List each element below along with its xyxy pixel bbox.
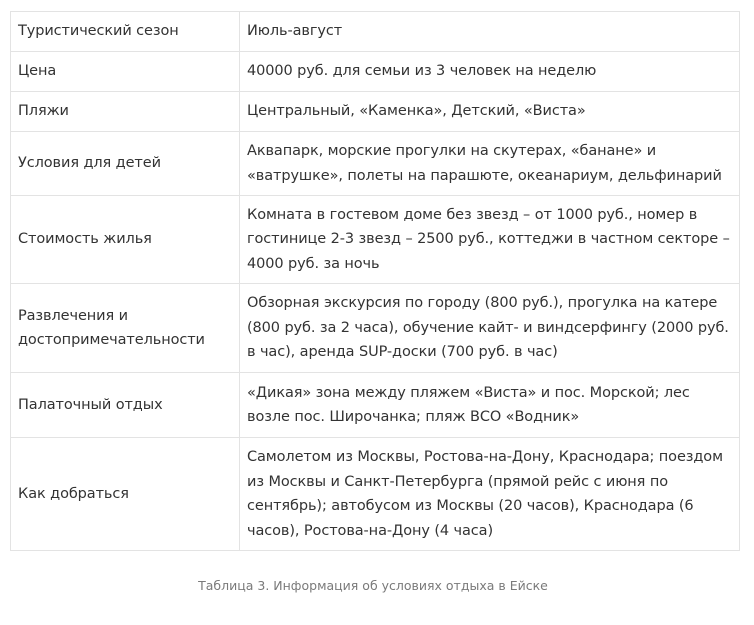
table-caption: Таблица 3. Информация об условиях отдыха в Ейске <box>198 578 548 593</box>
table-row <box>11 284 740 373</box>
table-row <box>11 438 740 551</box>
row-value: «Дикая» зона между пляжем «Виста» и пос. Морской; лес возле пос. Широчанка; пляж ВСО «Водник» <box>240 373 740 438</box>
table-row <box>11 196 740 284</box>
table-row <box>11 12 740 52</box>
row-label: Пляжи <box>11 92 240 132</box>
row-value: Обзорная экскурсия по городу (800 руб.), прогулка на катере (800 руб. за 2 часа), обучение кайт- и виндсерфингу (2000 руб. в час), аренда SUP-доски (700 руб. в час) <box>240 284 740 373</box>
row-label: Развлечения и достопримечательности <box>11 284 240 373</box>
row-label: Условия для детей <box>11 132 240 196</box>
row-label: Стоимость жилья <box>11 196 240 284</box>
info-table <box>10 11 740 551</box>
row-label: Туристический сезон <box>11 12 240 52</box>
row-label: Цена <box>11 52 240 92</box>
table-row <box>11 52 740 92</box>
row-label: Палаточный отдых <box>11 373 240 438</box>
table-row <box>11 373 740 438</box>
row-value: 40000 руб. для семьи из 3 человек на неделю <box>240 52 740 92</box>
row-value: Аквапарк, морские прогулки на скутерах, «банане» и «ватрушке», полеты на парашюте, океанариум, дельфинарий <box>240 132 740 196</box>
row-value: Комната в гостевом доме без звезд – от 1000 руб., номер в гостинице 2-3 звезд – 2500 руб., коттеджи в частном секторе – 4000 руб. за ночь <box>240 196 740 284</box>
row-value: Июль-август <box>240 12 740 52</box>
row-value: Самолетом из Москвы, Ростова-на-Дону, Краснодара; поездом из Москвы и Санкт-Петербурга (прямой рейс с июня по сентябрь); автобусом из Москвы (20 часов), Краснодара (6 часов), Ростова-на-Дону (4 часа) <box>240 438 740 551</box>
table-row <box>11 92 740 132</box>
row-label: Как добраться <box>11 438 240 551</box>
row-value: Центральный, «Каменка», Детский, «Виста» <box>240 92 740 132</box>
table-row <box>11 132 740 196</box>
